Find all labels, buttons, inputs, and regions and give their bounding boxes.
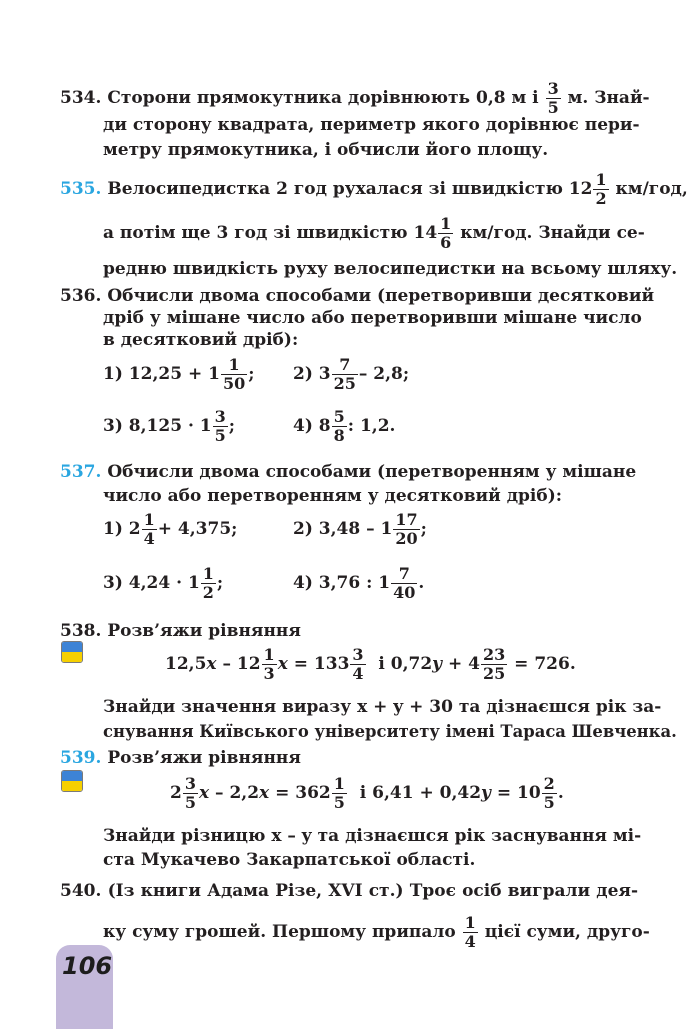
problem-539-title: 539. Розв’яжи рівняння [60, 748, 301, 768]
problem-535-line-1: 535. Велосипедистка 2 год рухалася зі швидкістю 12 $\frac{1}{2}$ км/год, [60, 170, 688, 208]
problem-number: 536. [60, 286, 102, 306]
problem-538-line-1: Знайди значення виразу x + y + 30 та дізнаєшся рік за- [103, 697, 662, 717]
problem-number: 534. [60, 88, 102, 108]
expr-537-4: 4) 3,76 : 1 $\frac{7}{40}$ . [293, 564, 425, 602]
problem-number: 535. [60, 179, 102, 199]
problem-535-line-3: редню швидкість руху велосипедистки на всьому шляху. [103, 259, 678, 279]
problem-number: 538. [60, 621, 102, 641]
problem-540-line-2: ку суму грошей. Першому припало $\frac{1}{4}$ цієї суми, друго- [103, 913, 650, 951]
expr-537-3: 3) 4,24 · 1 $\frac{1}{2}$ ; [103, 564, 224, 602]
problem-number: 540. [60, 881, 102, 901]
fraction: $\frac{1}{4}$ [464, 913, 476, 951]
problem-number: 539. [60, 748, 102, 768]
ukraine-flag-icon [61, 641, 83, 663]
problem-535-line-2: а потім ще 3 год зі швидкістю 14 $\frac{1}{6}$ км/год. Знайди се- [103, 214, 645, 252]
ukraine-flag-icon [61, 770, 83, 792]
problem-538-title: 538. Розв’яжи рівняння [60, 621, 301, 641]
expr-536-1: 1) 12,25 + 1 $\frac{1}{50}$ ; [103, 355, 255, 393]
expr-536-2: 2) 3 $\frac{7}{25}$ – 2,8; [293, 355, 410, 393]
expr-537-1: 1) 2 $\frac{1}{4}$ + 4,375; [103, 510, 238, 548]
problem-536-line-1: 536. Обчисли двома способами (перетворивши десятковий [60, 286, 655, 306]
problem-534-line-1: 534. Сторони прямокутника дорівнюють 0,8 м і $\frac{3}{5}$ м. Знай- [60, 79, 650, 117]
page-number: 106 [62, 952, 113, 980]
problem-534-line-2: ди сторону квадрата, периметр якого дорівнює пери- [103, 115, 640, 135]
equation-539: 2 $\frac{3}{5}$ x – 2,2x = 362 $\frac{1}{5}$ і 6,41 + 0,42y = 10 $\frac{2}{5}$ . [170, 774, 564, 812]
fraction: $\frac{1}{2}$ [595, 170, 607, 208]
expr-537-2: 2) 3,48 – 1 $\frac{17}{20}$ ; [293, 510, 427, 548]
problem-539-line-2: ста Мукачево Закарпатської області. [103, 850, 476, 870]
fraction: $\frac{1}{6}$ [440, 214, 452, 252]
expr-536-3: 3) 8,125 · 1 $\frac{3}{5}$ ; [103, 407, 236, 445]
problem-539-line-1: Знайди різницю x – y та дізнаєшся рік заснування мі- [103, 826, 642, 846]
problem-536-line-2: дріб у мішане число або перетворивши мішане число [103, 308, 642, 328]
problem-number: 537. [60, 462, 102, 482]
fraction: $\frac{3}{5}$ [547, 79, 559, 117]
problem-538-line-2: снування Київського університету імені Тараса Шевченка. [103, 722, 677, 741]
problem-537-line-2: число або перетворенням у десятковий дріб): [103, 486, 563, 506]
problem-534-line-3: метру прямокутника, і обчисли його площу. [103, 140, 549, 160]
problem-540-line-1: 540. (Із книги Адама Різе, XVI ст.) Троє осіб виграли дея- [60, 881, 638, 901]
equation-538: 12,5x – 12 $\frac{1}{3}$ x = 133 $\frac{3}{4}$ і 0,72y + 4 $\frac{23}{25}$ = 726. [165, 645, 576, 683]
expr-536-4: 4) 8 $\frac{5}{8}$ : 1,2. [293, 407, 396, 445]
problem-536-line-3: в десятковий дріб): [103, 330, 299, 350]
problem-537-line-1: 537. Обчисли двома способами (перетворенням у мішане [60, 462, 637, 482]
